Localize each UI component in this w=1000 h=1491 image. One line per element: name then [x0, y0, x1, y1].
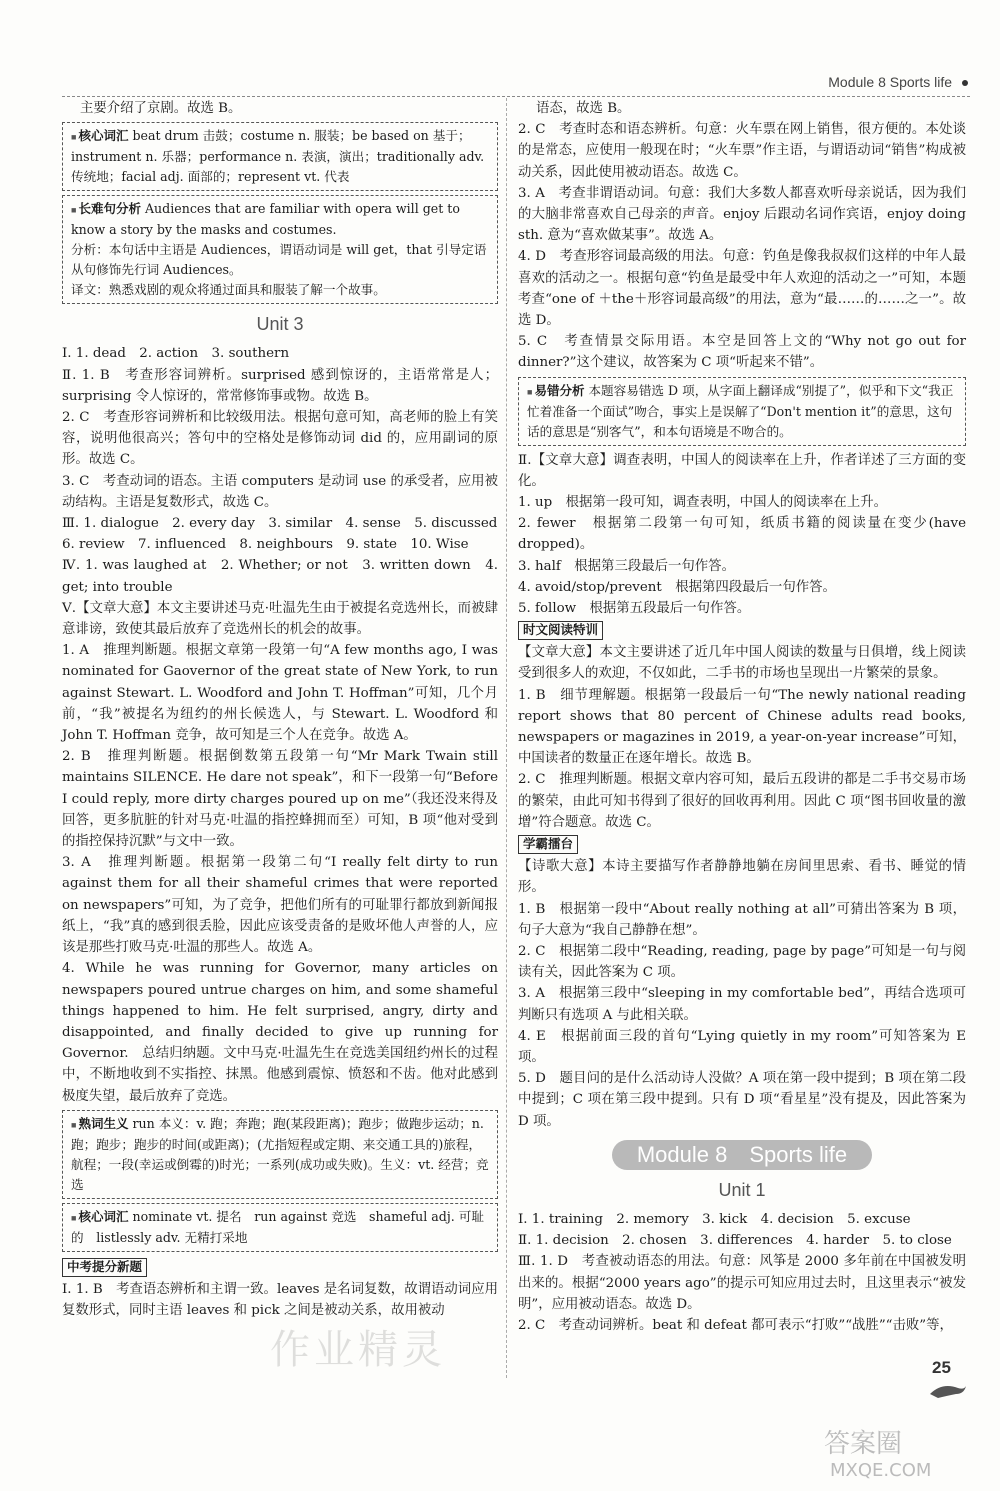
answer-line: 4. While he was running for Governor, many articles on newspapers poured untrue charges on him, and some shameful things happened to him. He felt surprised, angry, dirty and disappointed, and finally decided to give up running for Governor. 总结归纳题。文中马克·吐温先生在竞选美国纽约州长的过程中，不断地收到不实指控、抹黑。他感到震惊、愤怒和不齿。他对此感到极度失望，最后放弃了竞选。	[62, 961, 498, 1104]
page-number: 25	[932, 1358, 951, 1377]
answer-line: 6. review 7. influenced 8. neighbours 9. state 10. Wise	[62, 537, 469, 553]
answer-line: 1. B 根据第一段中“About really nothing at all”可猜出答案为 B 项，句子大意为“我自己静静在想”。	[518, 901, 966, 938]
box-tag: ■ 核心词汇	[71, 1210, 128, 1224]
answer-line: 3. A 推理判断题。根据第一段第二句“I really felt dirty to run against them for all their shameful crimes that were reported on newspapers”可知，为了竞争，把他们所有的可耻罪行都放到新闻报纸上，“我”真的感到很丢脸，因此应该受责备的是败坏他人声誉的人，应该是那些打败马克·吐温的那些人。故选 A。	[62, 855, 498, 956]
answer-line: Ⅰ. 1. B 考查语态辨析和主谓一致。leaves 是名词复数，故谓语动词应用复数形式，同时主语 leaves 和 pick 之间是被动关系，故用被动	[62, 1281, 498, 1318]
answer-line: 1. A 推理判断题。根据文章第一段第一句“A few months ago, I was nominated for Gaovernor of the great state of New York, to run against Stewart. L. Woodford and John T. Hoffman”可知，几个月前，“我”被提名为纽约的州长候选人，与 Stewart. L. Woodford 和 John T. Hoffman 竞争，故可知是三个人在竞争。故选 A。	[62, 643, 498, 744]
box-text: 分析：本句话中主语是 Audiences，谓语动词是 will get，that 引导定语从句修饰先行词 Audiences。	[71, 242, 487, 278]
answer-line: Ⅴ.【文章大意】本文主要讲述马克·吐温先生由于被提名竞选州长，而被肆意诽谤，致使其最后放弃了竞选州长的机会的故事。	[62, 600, 498, 638]
answer-line: 【诗歌大意】本诗主要描写作者静静地躺在房间里思索、看书、睡觉的情形。	[518, 859, 966, 896]
box-text: 译文：熟悉戏剧的观众将通过面具和服装了解一个故事。	[71, 282, 386, 298]
answer-line: 4. E 根据前面三段的首句“Lying quietly in my room”可知答案为 E 项。	[518, 1028, 966, 1065]
answer-line: 2. fewer 根据第二段第一句可知，纸质书籍的阅读量在变少(have dropped)。	[518, 516, 966, 553]
box-text: 本题容易错选 D 项，从字面上翻译成“别提了”，似乎和下文“我正忙着准备一个面试”吻合，事实上是误解了“Don't mention it”的意思，这句话的意思是“别客气”，和本句语境是不吻合的。	[527, 382, 954, 439]
difficult-sentence-box	[62, 195, 498, 304]
unit-heading: Unit 1	[718, 1179, 766, 1200]
answer-line: 1. B 细节理解题。根据第一段最后一句“The newly national reading report shows that 80 percent of Chinese adults read books, newspapers or magazines in 2019, a year-on-year increase”可知，中国读者的数量正在逐年增长。故选 B。	[518, 687, 966, 767]
box-tag: ■ 易错分析	[527, 384, 584, 398]
left-column	[62, 98, 498, 1321]
box-text: Audiences that are familiar with opera will get to know a story by the masks and costumes.	[71, 201, 460, 238]
error-analysis-box	[518, 377, 966, 446]
right-column	[518, 98, 966, 1336]
box-text: run 本义：v. 跑；奔跑；跑(某段距离)；跑步；做跑步运动；n. 跑；跑步；跑步的时间(或距离)；(尤指短程或定期、来交通工具的)旅程，航程；一段(幸运或倒霉的)时光；一系列(成功或失败)。生义：vt. 经营；竞选	[71, 1115, 489, 1192]
column-divider	[506, 98, 507, 1378]
box-text: beat drum 击鼓；costume n. 服装；be based on 基于；instrument n. 乐器；performance n. 表演，演出；traditionally adv. 传统地；facial adj. 面部的；represent vt. 代表	[71, 128, 485, 185]
answer-line: Ⅱ.【文章大意】调查表明，中国人的阅读率在上升，作者详述了三方面的变化。	[518, 452, 966, 489]
box-text: nominate vt. 提名 run against 竞选 shameful adj. 可耻的 listlessly adv. 无精打采地	[71, 1208, 484, 1245]
section-label: 中考提分新题	[62, 1258, 147, 1277]
answer-line: 2. C 推理判断题。根据文章内容可知，最后五段讲的都是二手书交易市场的繁荣，由此可知书得到了很好的回收再利用。因此 C 项“图书回收量的激增”符合题意。故选 C。	[518, 772, 966, 830]
answer-line: 2. C 根据第二段中“Reading, reading, page by page”可知是一句与阅读有关，因此答案为 C 项。	[518, 943, 966, 981]
unit-heading: Unit 3	[256, 314, 304, 335]
header-dot-icon	[962, 80, 968, 86]
answer-line: 5. follow 根据第五段最后一句作答。	[518, 601, 751, 617]
watermark-logo	[820, 1422, 980, 1482]
answer-line: 语态，故选 B。	[536, 101, 631, 116]
answer-line: Ⅲ. 1. dialogue 2. every day 3. similar 4. sense 5. discussed	[62, 516, 498, 532]
box-tag: ■ 核心词汇	[71, 129, 128, 143]
header-title: Module 8 Sports life	[828, 74, 952, 90]
section-label: 时文阅读特训	[518, 621, 603, 640]
answer-line: 3. half 根据第三段最后一句作答。	[518, 558, 735, 574]
answer-line: Ⅰ. 1. dead 2. action 3. southern	[62, 346, 290, 362]
answer-line: Ⅲ. 1. D 考查被动语态的用法。句意：风筝是 2000 多年前在中国被发明出来的。根据“2000 years ago”的提示可知应用过去时，且这里表示“被发明”，应用被动语态。故选 D。	[518, 1254, 966, 1312]
answer-line: 1. up 根据第一段可知，调查表明，中国人的阅读率在上升。	[518, 495, 887, 511]
box-tag: ■ 长难句分析	[71, 202, 141, 216]
answer-line: 3. C 考查动词的语态。主语 computers 是动词 use 的承受者，应用被动结构。主语是复数形式，故选 C。	[62, 473, 498, 510]
box-tag: ■ 熟词生义	[71, 1117, 128, 1131]
answer-line: Ⅱ. 1. B 考查形容词辨析。surprised 感到惊讶的，主语常常是人；surprising 令人惊讶的，常常修饰事或物。故选 B。	[62, 367, 498, 404]
answer-line: 5. D 题目问的是什么活动诗人没做？A 项在第一段中提到；B 项在第二段中提到；C 项在第三段中提到。只有 D 项“看星星”没有提及，因此答案为 D 项。	[518, 1071, 966, 1129]
answer-line: 2. B 推理判断题。根据倒数第五段第一句“Mr Mark Twain still maintains SILENCE. He dare not speak”，和下一段第一句“Before I could reply, more dirty charges poured up on me”（我还没来得及回答，更多肮脏的针对马克·吐温的指控蜂拥而至）可知，B 项“他对受到的指控保持沉默”与文中一致。	[62, 749, 498, 850]
answer-line: 4. D 考查形容词最高级的用法。句意：钓鱼是像我叔叔们这样的中年人最喜欢的活动之一。根据句意“钓鱼是最受中年人欢迎的活动之一”可知，本题考查“one of ＋the＋形容词最高级”的用法，意为“最……的……之一”。故选 D。	[518, 249, 966, 329]
watermark-logo-text: 答案圈	[824, 1429, 903, 1459]
core-vocab-box	[62, 1203, 498, 1252]
module-banner: Module 8 Sports life	[612, 1140, 872, 1170]
answer-line: Ⅰ. 1. training 2. memory 3. kick 4. decision 5. excuse	[518, 1211, 911, 1227]
answer-line: 2. C 考查时态和语态辨析。句意：火车票在网上销售，很方便的。本处谈的是常态，应使用一般现在时；“火车票”作主语，与谓语动词“销售”构成被动关系，因此使用被动语态。故选 C。	[518, 122, 966, 180]
answer-line: 3. A 考查非谓语动词。句意：我们大多数人都喜欢听母亲说话，因为我们的大脑非常喜欢自己母亲的声音。enjoy 后跟动名词作宾语，enjoy doing sth. 意为“喜欢做某事”。故选 A。	[518, 185, 966, 244]
word-meaning-box	[62, 1110, 498, 1199]
answer-line: 5. C 考查情景交际用语。本空是回答上文的“Why not go out for dinner?”这个建议，故答案为 C 项“听起来不错”。	[518, 334, 966, 371]
watermark-site-text: MXQE.COM	[830, 1460, 932, 1481]
answer-line: Ⅱ. 1. decision 2. chosen 3. differences 4. harder 5. to close	[518, 1233, 952, 1249]
watermark-text: 作业精灵	[270, 1327, 446, 1373]
dolphin-icon	[928, 1380, 968, 1400]
running-header	[62, 72, 970, 97]
section-label: 学霸擂台	[518, 835, 578, 854]
answer-line: 4. avoid/stop/prevent 根据第四段最后一句作答。	[518, 579, 836, 595]
core-vocab-box	[62, 122, 498, 191]
answer-line: 3. A 根据第三段中“sleeping in my comfortable bed”，再结合选项可判断只有选项 A 与此相关联。	[518, 986, 966, 1023]
answer-line: 【文章大意】本文主要讲述了近几年中国人阅读的数量与日俱增，线上阅读受到很多人的欢迎，不仅如此，二手书的市场也呈现出一片繁荣的景象。	[518, 645, 966, 682]
answer-line: Ⅳ. 1. was laughed at 2. Whether; or not 3. written down 4. get; into trouble	[62, 558, 498, 595]
answer-line: 2. C 考查动词辨析。beat 和 defeat 都可表示“打败”“战胜”“击败”等，	[518, 1317, 953, 1333]
paragraph: 主要介绍了京剧。故选 B。	[80, 101, 242, 116]
answer-line: 2. C 考查形容词辨析和比较级用法。根据句意可知，高老师的脸上有笑容，说明他很高兴；答句中的空格处是修饰动词 did 的，应用副词的原形。故选 C。	[62, 410, 498, 468]
